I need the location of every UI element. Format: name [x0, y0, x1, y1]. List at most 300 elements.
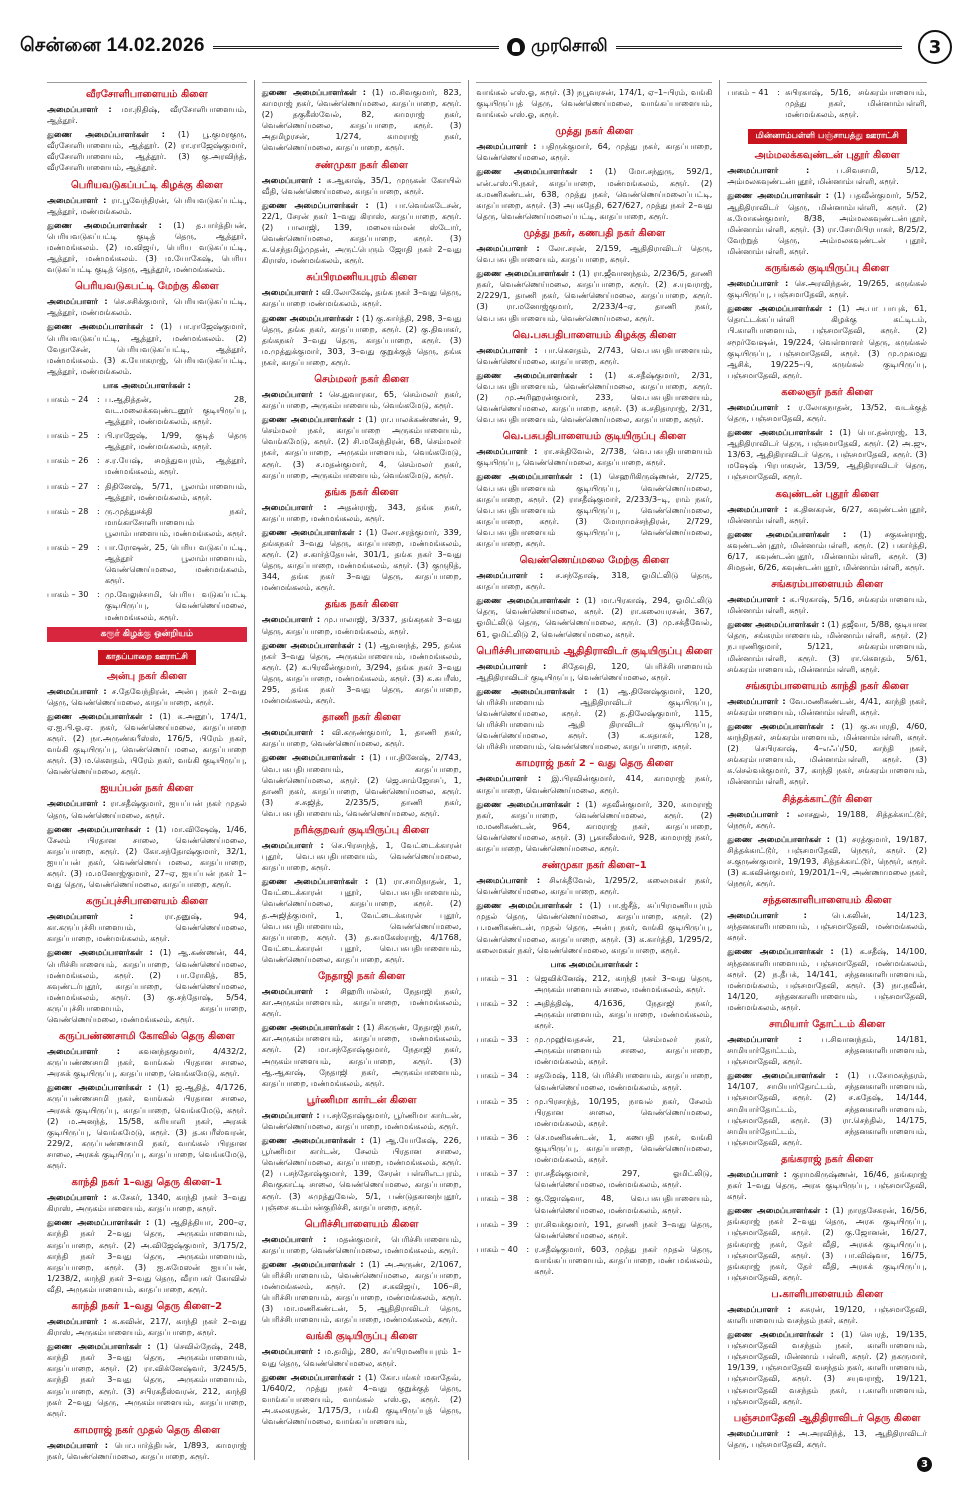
branch-heading: கருப்பண்ணசாமி கோவில் தெரு கிளை — [59, 1031, 235, 1043]
column-top-rule — [476, 82, 712, 83]
part-organiser-text: மு.வேலுச்சாமி, பெரிய வடுகப்பட்டி குடியிருப்பு, வெண்ணெய்மலை, மண்மங்கலம், கரூர். — [105, 589, 247, 622]
part-colon: : — [526, 997, 530, 1008]
part-colon: : — [526, 1070, 530, 1081]
part-organiser-text: ரு.முத்துசக்தி நகர், மாங்காசோளிபாளையம் பூலாம்பாளையம், மண்மங்கலம், கரூர். — [105, 505, 247, 538]
entry-role-label: அமைப்பாளர் : — [476, 344, 538, 355]
branch-heading: வங்கி குடியிருப்பு கிளை — [305, 1331, 418, 1343]
entry-text: ச.தேவேந்திரன், அன்பு நகர் 2–வது தெரு, வெண்ணெய்மலை, காதப்பாறை, கரூர். — [47, 685, 247, 707]
entry-role-label: அமைப்பாளர் : — [47, 1192, 107, 1203]
part-number: பாகம் – 38 — [476, 1193, 518, 1204]
entry-role-label: துணை அமைப்பாளர்கள் : — [261, 876, 369, 887]
entry-role-label: அமைப்பாளர் : — [727, 1427, 791, 1438]
entry-role-label: அமைப்பாளர் : — [261, 174, 322, 185]
organiser-entry — [476, 661, 712, 683]
entry-text: (1) பா.வெங்கடேசன், 22/1, சேரன் நகர் 1–வது கிராஸ், காதப்பாறை, கரூர். (2) பாலாஜி, 139, மலையம்மன் ஸ்டோர், வெண்ணெய்மலை, காதப்பாறை, கரூர். (3) க.செந்தமிழ்முதன், அருட்பெரும் ஜோதி நகர் 2–வது கிராஸ், மண்மங்கலம், கரூர். — [261, 199, 462, 266]
deputy-organisers — [727, 834, 927, 889]
part-organiser-text: அதித்திஷ், 4/1636, நேதாஜி நகர், அருகம்பாளையம், காதப்பாறை, மண்மங்கலம், கரூர். — [534, 997, 713, 1031]
entry-text: (1) பொ.தன்ராஜ், 13, ஆதிதிராவிடர் தெரு, பஞ்சமாதேவி, கரூர். (2) அ.ஜு, 13/63, ஆதிதிராவிடர் தெரு, பஞ்சமாதேவி, கரூர். (3) மஷேஷ் பிரபாகரன், 13/59, ஆதிதிராவிடர் தெரு, பஞ்சமாதேவி, கரூர். — [727, 427, 927, 482]
deputy-organisers — [262, 313, 462, 368]
entry-role-label: அமைப்பாளர் : — [47, 1315, 107, 1326]
part-colon: : — [777, 87, 781, 97]
branch-heading: சங்கரம்பாளையம் காந்தி நகர் கிளை — [745, 680, 909, 692]
deputy-organisers — [476, 471, 712, 549]
entry-role-label: துணை அமைப்பாளர்கள் : — [727, 427, 833, 438]
part-number: பாகம் – 25 — [47, 430, 89, 441]
entry-text: ர.லோகநாதன், 13/52, வடக்குத் தெரு, பஞ்சமாதேவி, கரூர். — [727, 401, 927, 423]
entry-role-label: அமைப்பாளர் : — [47, 1439, 109, 1450]
entry-text: (1) அ.அருண், 2/1067, பெரிச்சிபாளையம், வெண்ணெய்மலை, காதப்பாறை, மண்மங்கலம், கரூர். (2) ச.கவிஜய், 106–சி, பெரிச்சிபாளையம், காதப்பாறை, மண்மங்கலம், கரூர். (3) மா.மணிகண்டன், 5, ஆதிதிராவிடர் தெரு, பெரிச்சிபாளையம், காதப்பாறை, மண்மங்கலம், கரூர். — [261, 1258, 462, 1325]
organiser-entry — [47, 686, 247, 708]
branch-heading: பூர்ணிமா கார்டன் கிளை — [306, 1094, 417, 1106]
organiser-entry — [47, 1440, 247, 1462]
part-organiser-text: சதமேஷ், 118, பெரிச்சிபாளையம், காதப்பாறை, வெண்ணெய்மலை, மண்மங்கலம், கரூர். — [534, 1070, 713, 1092]
entry-role-label: அமைப்பாளர் : — [727, 808, 790, 819]
entry-text: லோ.சரன், 2/159, ஆதிதிராவிடர் தெரு, வெ.பசுபதிபாளையம், காதப்பாறை, கரூர். — [476, 242, 713, 265]
entry-text: (1) மோ.சந்துரு, 592/1, என்.எஸ்.பி.நகர், காதப்பாறை, மண்மங்கலம், கரூர். (2) க.மணிகண்டன், 638, முத்து நகர், வெண்ணெய்மலைப்பட்டி, காதப்பாறை, கரூர். (3) அபசுதேதி, 627/627, முத்து நகர் 2–வது தெரு, வெண்ணெய்மலைப்பட்டி, காதப்பாறை, கரூர். — [476, 166, 713, 221]
article-columns — [40, 80, 934, 1460]
branch-heading: நரிக்குறவர் குடியிருப்பு கிளை — [293, 824, 430, 836]
part-organiser-text: மு.முஹிவதசன், 21, செம்மலர் நகர், அருகம்பாளையம் சாலை, காதப்பாறை, மண்மங்கலம், கரூர். — [534, 1034, 713, 1067]
panchayat-banner — [727, 123, 927, 144]
organiser-entry — [727, 809, 927, 831]
part-organiser-row — [47, 455, 247, 477]
entry-role-label: அமைப்பாளர் : — [261, 727, 325, 738]
deputy-organisers — [727, 1329, 927, 1407]
entry-text: (1) மா.விஷேஷ், 1/46, சேலம் பிரதான சாலை, வெண்ணெய்மலை, காதப்பாறை, கரூர். (2) கோ.சந்தோஷ்குமார், 32/1, ஐயப்பன் நகர், வெண்ணெய் மலை, காதப்பாறை, கரூர். (3) ம.மனோஜ்குமார், 27–ஏ, ஐயப்பன் நகர் 1–வது தெரு, வெண்ணெய்மலை, காதப்பாறை, கரூர். — [47, 823, 247, 890]
branch-heading: காமராஜ் நகர் 2 – வது தெரு கிளை — [515, 758, 674, 770]
entry-text: (1) சதவீன்குமார், 320, காமராஜ் நகர், காதப்பாறை, வெண்ணெய்மலை, கரூர். (2) ம.மணிகண்டன், 964, காமராஜ் நகர், காதப்பாறை, வெண்ணெய்மலை, கரூர். (3) பூகாலீஸ்வர், 928, காமராஜ் நகர், காதப்பாறை, வெண்ணெய்மலை, கரூர். — [476, 798, 713, 853]
entry-role-label: அமைப்பாளர் : — [727, 401, 791, 412]
deputy-organisers — [262, 640, 462, 707]
entry-text: க.பிரகாஷ், 5/16, சங்கரம்பாளையம், மின்னாம்பள்ளி, கரூர். — [727, 594, 927, 616]
branch-heading: வெ.பசுபதிபாளையம் குடியிருப்பு கிளை — [502, 431, 687, 443]
branch-heading: பெரிச்சிபாளையம் கிளை — [304, 1218, 419, 1230]
panchayat-banner-label: மின்னாம்பள்ளி பஞ்சாயத்து ஊராட்சி — [748, 129, 907, 144]
deputy-organisers — [727, 721, 927, 788]
entry-text: (1) சரத்குமார், 19/187, சித்தக்காட்டூர், பஞ்சமாதேவி, நெரூர், கரூர். (2) ச.குருண்குமார், 19/193, சித்தக்காட்டூர், நெரூர், கரூர். (3) க.கவின்குமார், 19/201/1–பி, அண்ணாமலை நகர், நெரூர், கரூர். — [727, 833, 927, 889]
entry-text: (1) தஜீவா, 5/88, குடியான தெரு, சங்கரம்பாளையம், மின்னாம்பள்ளி, கரூர். (2) ந.பரணிகுமார், 5/121, சங்கரம்பாளையம், மின்னாம்பள்ளி, கரூர். (3) ரா.கௌதம், 5/61, சங்கரம்பாளையம், மின்னாம்பள்ளி, கரூர். — [727, 619, 927, 674]
entry-text: (1) க.சதீஷ்குமார், 2/31, வெ.பசுபதிபாளையம், வெண்ணெய்மலை, காதப்பாறை, கரூர். (2) மு.அரிஹரன்குமார், 233, வெ.பசுபதிபாளையம், வெண்ணெய்மலை, காதப்பாறை, கரூர். (3) சு.சதிதாராஜ், 2/31, வெ.பசுபதிபாளையம், வெண்ணெய்மலை, காதப்பாறை, கரூர். — [476, 369, 713, 425]
part-number: பாகம் – 29 — [47, 542, 89, 552]
organiser-entry — [476, 446, 712, 468]
organiser-entry — [262, 1110, 462, 1132]
entry-role-label: துணை அமைப்பாளர்கள் : — [476, 268, 576, 279]
deputy-organisers — [47, 824, 247, 891]
organiser-entry — [262, 287, 462, 309]
entry-role-label: துணை அமைப்பாளர்கள் : — [261, 1371, 362, 1382]
entry-role-label: அமைப்பாளர் : — [261, 501, 327, 512]
part-colon: : — [97, 393, 100, 404]
organiser-entry — [727, 1169, 927, 1202]
entry-role-label: துணை அமைப்பாளர்கள் : — [261, 1022, 360, 1033]
entry-text: (1) ஆ.தினேஷ்குமார், 120, பெரிச்சிபாளையம் ஆதிதிராவிடர் குடியிருப்பு, வெண்ணெய்மலை, கரூர். (2) த.திலேஷ்குமார், 115, பெரிச்சிபாளையம் ஆதி திராவிடர் குடியிருப்பு, வெண்ணெய்மலை, கரூர். (3) க.சுதாகர், 128, பெரிச்சிபாளையம், வெண்ணெய்மலை, காதப்பாறை, கரூர். — [476, 685, 713, 752]
entry-role-label: அமைப்பாளர் : — [47, 685, 107, 696]
organiser-entry — [476, 345, 712, 367]
entry-text: ப.சிவசாமி, 5/12, அம்மலகவுண்டன்புதூர், மின்னாம்பள்ளி, கரூர். — [727, 165, 927, 187]
branch-heading: சங்கரம்பாளையம் கிளை — [771, 579, 884, 591]
column-3 — [468, 80, 719, 1460]
entry-text: சிஹரிபால்கர், நேதாஜி நகர், கா.அருகம்பாளையம், காதப்பாறை, மண்மங்கலம், கரூர். — [261, 986, 462, 1019]
entry-text: ரா.சதீஷ்குமார், ஐயப்பன் நகர் முதல் தெரு, வெண்ணெய்மலை, கரூர். — [47, 798, 247, 820]
part-organiser-text: செ.மணிகண்டன், 1, கணபதி நகர், வங்கி குடியிருப்பு, காதப்பாறை, வெண்ணெய்மலை, மண்மங்கலம், கரூர். — [534, 1131, 713, 1165]
entry-text: ச.சந்தோஷ், 318, ஓமிட்லிடு தெரு, காதப்பாறை, கரூர். — [476, 570, 713, 592]
part-colon: : — [526, 1218, 530, 1229]
branch-heading: ப.காளிபாளையம் கிளை — [771, 1288, 884, 1300]
deputy-organisers — [476, 595, 712, 639]
entry-role-label: அமைப்பாளர் : — [476, 242, 540, 253]
part-colon: : — [526, 972, 530, 983]
entry-text: க.தினகரன், 6/27, கவுண்டன்புதூர், மின்னாம்பள்ளி, கரூர். — [727, 503, 927, 525]
entry-role-label: துணை அமைப்பாளர்கள் : — [47, 219, 162, 230]
entry-role-label: துணை அமைப்பாளர்கள் : — [47, 321, 154, 332]
part-number: பாகம் – 34 — [476, 1070, 518, 1081]
deputy-organisers — [476, 268, 712, 323]
entry-text: (1) ரா.ஜீவானந்தம், 2/236/5, தாணி நகர், வெண்ணெய்மலை, காதப்பாறை, கரூர். (2) ச.யுவராஜ், 2/229/1, தாணி நகர், வெண்ணெய்மலை, காதப்பாறை, கரூர். (3) ரா.மனோஜ்குமார், 2/233/4–ஏ, தாணி நகர், வெ.பசுபதிபாளையம், வெண்ணெய்மலை, கரூர். — [476, 268, 713, 323]
page-number-badge: 3 — [918, 30, 952, 64]
organiser-entry — [476, 243, 712, 265]
branch-heading: வெண்ணெய்மலை மேற்கு கிளை — [519, 555, 670, 567]
branch-heading: அம்மலக்கவுண்டன் புதூர் கிளை — [754, 150, 900, 162]
part-number: பாகம் – 26 — [47, 455, 89, 466]
entry-text: பொ.பார்த்திபன், 1/893, காமராஜ் நகர், வெண்ணெய்மலை, காதப்பாறை, கரூர். — [47, 1439, 247, 1461]
part-organiser-row — [476, 1193, 712, 1215]
entry-role-label: அமைப்பாளர் : — [47, 798, 106, 809]
branch-heading: தங்க நகர் கிளை — [324, 486, 399, 498]
branch-heading: பெரிச்சிபாளையம் ஆதிதிராவிடர் குடியிருப்பு கிளை — [476, 645, 713, 657]
entry-text: செ.அரவிந்தன், 19/265, கருங்கல் குடியிருப்பு, பஞ்சமாதேவி, கரூர். — [727, 278, 927, 300]
entry-text: செ.பிரசாந்த், 1, வேட்டைக்காரன் புதூர், வெ.பசுபதிபாளையம், வெண்ணெய்மலை, காதப்பாறை, கரூர். — [261, 839, 462, 873]
entry-text: ம.தமிழ், 280, சுப்பிரமணியபுரம் 1–வது தெரு, வெண்ணெய்மலை, கரூர். — [261, 1346, 462, 1368]
branch-heading: தங்க நகர் கிளை — [324, 599, 399, 611]
part-organiser-row — [476, 1070, 712, 1092]
entry-text: வி.கருண்குமார், 1, தாணி நகர், காதப்பாறை, வெண்ணெய்மலை, கரூர். — [261, 727, 462, 749]
branch-heading: முத்து நகர் கிளை — [555, 126, 634, 138]
branch-heading: வெ.பசுபதிபாளையம் கிழக்கு கிளை — [512, 329, 677, 341]
part-colon: : — [526, 1131, 530, 1142]
column-2 — [254, 80, 469, 1460]
entry-text: பா.கௌதம், 2/743, வெ.பசுபதிபாளையம், வெண்ணெய்மலை, காதப்பாறை, கரூர். — [476, 344, 713, 366]
part-colon: : — [526, 1193, 530, 1204]
masthead-rule — [213, 46, 499, 49]
organiser-entry — [47, 1192, 247, 1214]
deputy-organisers — [47, 1217, 247, 1295]
entry-role-label: துணை அமைப்பாளர்கள் : — [476, 166, 593, 177]
organiser-entry — [727, 165, 927, 187]
column-top-rule — [727, 82, 927, 83]
entry-role-label: துணை அமைப்பாளர்கள் : — [476, 900, 583, 911]
branch-heading: நேதாஜி நகர் கிளை — [318, 971, 406, 982]
branch-heading: சண்முகா நகர் கிளை–1 — [542, 860, 647, 872]
entry-text: (1) லோ.சரத்குமார், 339, தங்கநகர் 3–வது தெரு, காதப்பாறை, மண்மங்கலம், கரூர். (2) ச.கார்த்தேயன், 301/1, தங்க நகர் 3–வது தெரு, காதப்பாறை, மண்மங்கலம், கரூர். (3) குருநித், 344, தங்க நகர் 3–வது தெரு, காதப்பாறை, மண்மங்கலம், கரூர். — [261, 526, 462, 593]
entry-role-label: அமைப்பாளர் : — [727, 165, 810, 176]
entry-role-label: துணை அமைப்பாளர்கள் : — [476, 369, 593, 380]
branch-heading: சந்தனகாளிபாளையம் கிளை — [762, 895, 892, 907]
organiser-entry — [262, 1346, 462, 1368]
part-organiser-text: பா.ரோஷன், 25, பெரிய வடுகப்பட்டி, ஆத்தூர் பூலாம்பாளையம், வெண்ணெய்மலை, மண்மங்கலம், கரூர். — [105, 542, 247, 586]
part-number: பாகம் – 39 — [476, 1218, 518, 1229]
organiser-entry — [727, 278, 927, 300]
entry-role-label: அமைப்பாளர் : — [727, 594, 786, 605]
entry-text: (1) பா.ஜ்சீத், சுப்பிரமணியபுரம் முதல் தெரு, வெண்ணெய்மலை, காதப்பாறை, கரூர். (2) ப.மணிகண்டன், முதல் தெரு, அன்பு நகர், வங்கி குடியிருப்பு, வெண்ணெய்மலை, காதப்பாறை, கரூர். (3) க.கார்த்தி, 1/295/2, கலைமகள் நகர், வெண்ணெய்மலை, காதப்பாறை, கரூர். — [476, 900, 713, 955]
entry-text: (1) கு.சுபாரதி, 4/60, காந்திநகர், சங்கரம்பாளையம், மின்னாம்பள்ளி, கரூர். (2) செபிரகாஷ், 4–எஃப்/50, காந்தி நகர், சங்கரம்பாளையம், மின்னாம்பள்ளி, கரூர். (3) சு.செல்வக்குமார், 37, காந்தி நகர், சங்கரம்பாளையம், மின்னாம்பள்ளி, கரூர். — [727, 720, 927, 787]
part-colon: : — [97, 455, 100, 466]
entry-text: (1) க.சதீஷ், 14/100, சந்தனகாளிபாளையம், பஞ்சமாதேவி, மண்மங்கலம், கரூர். (2) ந.தீபக், 14/141, சந்தனகாளிபாளையம், மண்மங்கலம், பஞ்சமாதேவி, கரூர். (3) நா.நவீன், 14/120, சந்தனகாளிபாளையம், பஞ்சமாதேவி, மண்மங்கலம், கரூர். — [727, 946, 927, 1012]
entry-role-label: அமைப்பாளர் : — [727, 278, 789, 289]
entry-role-label: துணை அமைப்பாளர்கள் : — [261, 1258, 364, 1269]
part-organiser-text: கு.ஜோஷ்வா, 48, வெ.பசுபதிபாளையம், வெண்ணெய்மலை, மண்மங்கலம், கரூர். — [534, 1193, 713, 1215]
entry-text: மா.நிதிஷ், வீரசோளிபாளையம், ஆத்தூர். — [47, 104, 247, 126]
part-number: பாகம் – 32 — [476, 997, 518, 1008]
part-organiser-row — [727, 87, 927, 120]
part-number: பாகம் – 28 — [47, 505, 89, 516]
entry-role-label: துணை அமைப்பாளர்கள் : — [261, 752, 365, 763]
part-organiser-text: ரா.சிவக்குமார், 191, தாணி நகர் 3–வது தெரு, வெண்ணெய்மலை, கரூர். — [534, 1218, 713, 1240]
part-organiser-row — [47, 430, 247, 452]
entry-text: (1) ஆவனந்த், 295, தங்க நகர் 3–வது தெரு, அருகம்பாளையம், மண்மங்கலம், கரூர். (2) க.பிரவீன்குமார், 3/294, தங்க நகர் 3–வது தெரு, காதப்பாறை, மண்மங்கலம், கரூர். (3) க.சுபரீஸ், 295, தங்க நகர் 3–வது தெரு, காதப்பாறை, மண்மங்கலம், கரூர். — [261, 639, 462, 706]
part-organiser-text: ச.ர.யேஷ், சமத்துவபுரம், ஆத்தூர், மண்மங்கலம், கரூர். — [105, 455, 247, 477]
deputy-organisers — [262, 87, 462, 154]
entry-role-label: துணை அமைப்பாளர்கள் : — [261, 414, 362, 425]
entry-text: (1) பா.தினேஷ், 2/743, வெ.பசுபதிபாளையம், காதப்பாறை, வெண்ணெய்மலை, கரூர். (2) ஜெ.சாம்ஜோசப், 1, தாணி நகர், காதப்பாறை, வெண்ணெய்மலை, கரூர். (3) ச.சுஜித், 2/235/5, தாணி நகர், வெ.பசுபதிபாளையம், வெண்ணெய்மலை, கரூர். — [261, 752, 462, 818]
entry-role-label: துணை அமைப்பாளர்கள் : — [261, 199, 369, 210]
entry-text: (1) ப.சோமசுந்தரம், 14/107, சாமியார்தோட்டம், சந்தனகாளிபாளையம், பஞ்சமாதேவி, கரூர். (2) ச.கதேஷ், 14/144, சாமியார்தோட்டம், சந்தனகாளிபாளையம், பஞ்சமாதேவி, கரூர். (3) ரா.செந்தில், 14/175, சாமியார்தோட்டம், சந்தனகாளிபாளையம், பஞ்சமாதேவி, கரூர். — [727, 1070, 927, 1147]
masthead-title — [507, 36, 608, 58]
organiser-entry — [262, 614, 462, 636]
column-top-rule — [262, 82, 462, 83]
entry-role-label: துணை அமைப்பாளர்கள் : — [47, 1341, 151, 1352]
part-colon: : — [526, 1168, 530, 1179]
entry-role-label: துணை அமைப்பாளர்கள் : — [727, 833, 830, 844]
entry-text: ரா.சக்திவேல், 2/738, வெ.பசுபதிபாளையம் குடியிருப்பு, வெண்ணெய்மலை, காதப்பாறை, கரூர். — [476, 446, 713, 468]
branch-heading: சாமியார் தோட்டம் கிளை — [769, 1019, 886, 1030]
organiser-entry — [262, 175, 462, 197]
deputy-organisers — [262, 414, 462, 481]
deputy-organisers — [262, 1022, 462, 1089]
entry-text: குராமகிருஷ்ணன், 16/46, தங்கராஜ் நகர் 1–வது தெரு, அரசு குடியிருப்பு, பஞ்சமாதேவி, கரூர். — [727, 1168, 927, 1202]
column-top-rule — [47, 82, 247, 83]
organiser-entry — [727, 1428, 927, 1450]
entry-text: (1) ஜ.ஆதித், 4/1726, கருப்பண்ணசாமி நகர், வாங்கல் பிரதான சாலை, அரசுக் குடியிருப்பு, காதப்பாறை, வெங்கமேடு, கரூர். (2) ம.அனந்த், 15/58, கரியாளி நகர், அரசுக் குடியிருப்பு, வெங்கமேடு, கரூர். (3) த.கபரீஸ்வரன், 229/2, கருப்பண்ணசாமி நகர், வாங்கல் பிரதான சாலை, அரசுக் குடியிருப்பு, காதப்பாறை, வெங்கமேடு, கரூர். — [47, 1082, 247, 1171]
part-organiser-row — [476, 1096, 712, 1129]
entry-role-label: துணை அமைப்பாளர்கள் : — [476, 595, 580, 606]
entry-role-label: அமைப்பாளர் : — [261, 1233, 327, 1244]
organiser-entry — [476, 141, 712, 163]
entry-role-label: அமைப்பாளர் : — [261, 1346, 321, 1357]
entry-text: வே.மணிகண்டன், 4/41, காந்தி நகர், சங்கரம்பாளையம், மின்னாம்பள்ளி, கரூர். — [727, 695, 927, 717]
entry-text: (1) பா.ராஜேஷ்குமார், பெரியவடுகப்பட்டி, ஆத்தூர், மண்மங்கலம். (2) வேதாசேன், பெரியவடுகப்பட்டி, ஆத்தூர், மண்மங்கலம். (3) க.யோகராஜ், பெரியவடுகப்பட்டி, ஆத்தூர், மண்மங்கலம். — [47, 321, 247, 376]
part-organiser-row — [47, 481, 247, 503]
entry-text: சு.ஆகாஷ், 35/1, முருகன் கோயில் வீதி, வெண்ணெய்மலை, காதப்பாறை, கரூர். — [261, 174, 462, 196]
entry-text: (1) மா.பிரகாஷ், 294, ஓமிட்லிடு தெரு, வெண்ணெய்மலை, கரூர். (2) ரா.கலையரசன், 367, ஓமிட்லிடு தெரு, வெண்ணெய்மலை, கரூர். (3) மு.சக்தீவேல், 61, ஓமிட்லிடு 2, வெண்ணெய்மலை, கரூர். — [476, 595, 713, 639]
entry-text: செ.சசிக்குமார், பெரியவடுகப்பட்டி, ஆத்தூர், மண்மங்கலம். — [47, 296, 247, 318]
entry-role-label: அமைப்பாளர் : — [47, 911, 134, 922]
part-number: பாகம் – 41 — [727, 87, 769, 97]
entry-role-label: அமைப்பாளர் : — [47, 1046, 120, 1057]
branch-heading: ஐயப்பன் நகர் கிளை — [100, 783, 194, 795]
part-number: பாகம் – 36 — [476, 1131, 518, 1142]
deputy-organisers — [47, 129, 247, 173]
entry-role-label: துணை அமைப்பாளர்கள் : — [727, 1070, 839, 1081]
deputy-organisers — [262, 876, 462, 965]
entry-text: (1) பூ.குமரகுரு, வீரசோளிபாளையம், ஆத்தூர். (2) ரா.ராஜேஷ்குமார், வீரசோளிபாளையம், ஆத்தூர். (3) கு.அரவிந்த், வீரசோளிபாளையம், ஆத்தூர். — [47, 129, 247, 173]
deputy-organisers — [476, 900, 712, 955]
entry-role-label: துணை அமைப்பாளர்கள் : — [727, 190, 829, 201]
part-organiser-text: ரா.சதீஷ்குமார், 297, ஓமிட்லிடு, வெண்ணெய்மலை, மண்மங்கலம், கரூர். — [534, 1168, 713, 1190]
entry-text: சிதேவுதி, 120, பெரிச்சிபாளையம் ஆதிதிராவிடர் குடியிருப்பு, வெண்ணெய்மலை, கரூர். — [476, 660, 713, 682]
entry-role-label: அமைப்பாளர் : — [476, 660, 547, 671]
part-organiser-row — [476, 973, 712, 995]
deputy-organisers — [476, 686, 712, 753]
part-organiser-row — [476, 998, 712, 1031]
deputy-organisers — [727, 1205, 927, 1283]
part-organiser-row — [476, 1244, 712, 1277]
part-number: பாகம் – 31 — [476, 972, 518, 983]
entry-role-label: துணை அமைப்பாளர்கள் : — [476, 685, 588, 696]
deputy-organisers — [476, 166, 712, 221]
entry-role-label: அமைப்பாளர் : — [727, 1034, 802, 1044]
masthead — [20, 30, 952, 64]
branch-heading: கருப்புச்சிபாளையம் கிளை — [85, 896, 208, 908]
organiser-entry — [47, 104, 247, 126]
organiser-entry — [476, 773, 712, 795]
branch-heading: கலைஞர் நகர் கிளை — [781, 386, 874, 398]
entry-role-label: அமைப்பாளர் : — [261, 1109, 320, 1120]
branch-heading: பெரியவடுகபட்டி மேற்கு கிளை — [75, 281, 219, 293]
branch-heading: கவுண்டன் புதூர் கிளை — [775, 488, 879, 500]
entry-role-label: அமைப்பாளர் : — [476, 141, 537, 152]
entry-role-label: அமைப்பாளர் : — [47, 104, 112, 114]
column-4 — [719, 80, 934, 1460]
organiser-entry — [47, 798, 247, 820]
deputy-organisers — [476, 799, 712, 854]
part-organiser-text: திதினேஷ், 5/71, பூலாம்பாளையம், ஆத்தூர், மண்மங்கலம், கரூர். — [105, 480, 247, 502]
entry-text: (1) ஆ.யோகேஷ், 226, பூர்ணிமா கார்டன், சேலம் பிரதான சாலை, வெண்ணெய்மலை, காதப்பாறை, மண்மங்கலம், கரூர். (2) ப.சந்தோஷ்குமார், 139, சேரன் பள்ளிஎடபுரம், சிவகுகாட்டி சாலை, வெண்ணெய்மலை, காதப்பாறை, கரூர். (3) சுமுத்துவேல், 5/1, பண்டுதகானந்புதூர், புஞ்சை கடம்பன்குறிச்சி, காதப்பாறை, கரூர். — [261, 1135, 462, 1212]
part-colon: : — [526, 1034, 530, 1045]
masthead-date: சென்னை 14.02.2026 — [20, 35, 205, 56]
branch-heading: சண்முகா நகர் கிளை — [315, 159, 408, 171]
branch-heading: தாணி நகர் கிளை — [322, 712, 401, 724]
part-organiser-text: சுபிரகாஷ், 5/16, சங்கரம்பாளையம், முத்து நகர், மின்னாம்பள்ளி, மண்மங்கலம், கரூர். — [785, 87, 927, 120]
part-colon: : — [97, 480, 100, 491]
entry-role-label: அமைப்பாளர் : — [476, 875, 541, 886]
entry-text: சு.சேகர், 1340, காந்தி நகர் 3–வது கிராஸ், அருகம்பாளையம், காதப்பாறை, கரூர். — [47, 1192, 247, 1214]
entry-role-label: அமைப்பாளர் : — [727, 503, 788, 514]
column-1 — [40, 80, 254, 1460]
part-organiser-text: ப.ஆதித்தன், 28, வட.மலைக்கவுண்டனூர் குடியிருப்பு, ஆத்தூர், மண்மங்கலம், கரூர். — [105, 393, 247, 427]
part-organiser-row — [47, 589, 247, 622]
entry-role-label: துணை அமைப்பாளர்கள் : — [727, 720, 835, 731]
deputy-organisers — [262, 752, 462, 819]
part-organiser-text: ர.சதீஷ்குமார், 603, முத்து நகர் முதல் தெரு, வாங்கப்பாளையம், காதப்பாறை, மண் மங்கலம், கரூர். — [534, 1243, 713, 1276]
entry-text: (1) த.பார்த்திபன், பெரியவடுகப்பட்டி குடித் தெரு, ஆத்தூர், மண்மங்கலம். (2) ம.விஜய், பெரிய வடுகப்பட்டி, ஆத்தூர், மண்மங்கலம். (3) ம.யோகேஷ், பெரிய வடுகப்பட்டி குடித் தெரு, ஆத்தூர், மண்மங்கலம். — [47, 219, 247, 275]
part-number: பாகம் – 27 — [47, 480, 89, 491]
deputy-organisers — [727, 427, 927, 482]
entry-role-label: துணை அமைப்பாளர்கள் : — [261, 312, 360, 323]
part-number: பாகம் – 33 — [476, 1034, 518, 1045]
deputy-organisers — [47, 1341, 247, 1419]
part-number: பாகம் – 37 — [476, 1168, 518, 1179]
part-colon: : — [97, 589, 100, 600]
organiser-entry — [727, 504, 927, 526]
entry-text: (1) செஹரிகிருஷ்ணன், 2/725, வெ.பசுபதிபாளையம் குடியிருப்பு, வெண்ணெய்மலை, காதப்பாறை, கரூர். (2) ராசதீஷ்குமார், 2/233/3–டி, ராம் நகர், வெ.பசுபதிபாளையம் குடியிருப்பு, வெண்ணெய்மலை, காதப்பாறை, கரூர். (3) மோராமச்சந்திரன், 2/729, வெ.பசுபதிபாளையம் குடியிருப்பு, வெண்ணெய்மலை, காதப்பாறை, கரூர். — [476, 471, 713, 548]
entry-text: அதன்ராஜ், 343, தங்க நகர், காதப்பாறை, மண்மங்கலம், கரூர். — [261, 501, 462, 523]
entry-role-label: துணை அமைப்பாளர்கள் : — [727, 1205, 828, 1216]
entry-text: ரா.தனுஷ், 94, கா.கருப்புச்சிபாளையம், வெண்ணெய்மலை, காதப்பாறை, மண்மங்கலம், கரூர். — [47, 911, 247, 944]
entry-text: (1) பதவீன்குமார், 5/52, ஆதிதிராவிடர் தெரு, மின்னாம்பள்ளி, கரூர். (2) க.மோகன்குமார், 8/38, அம்மலகவுண்டன்புதூர், மின்னாம்பள்ளி, கரூர். (3) ரா.சோமிபிரபாகர், 8/25/2, வேற்றுத் தெரு, அம்மலகவுண்டன் புதூர், மின்னாம்பள்ளி, கரூர். — [727, 190, 927, 256]
entry-role-label: துணை அமைப்பாளர்கள் : — [261, 526, 362, 537]
organiser-entry — [727, 1304, 927, 1326]
entry-text: (1) சிகருண், நேதாஜி நகர், கா.அருகம்பாளையம், காதப்பாறை, மண்மங்கலம், கரூர். (2) மா.சந்தோஷ்குமார், நேதாஜி நகர், அருகம்பாளையம், காதப்பாறை, கரூர். (3) ஆ.ஆகாஷ், நேதாஜி நகர், அருகம்பாளையம், காதப்பாறை, மண்மங்கலம், கரூர். — [261, 1022, 462, 1088]
organiser-entry — [47, 911, 247, 944]
deputy-organisers — [727, 1070, 927, 1148]
organiser-entry — [476, 87, 712, 120]
deputy-organisers — [262, 1372, 462, 1427]
organiser-entry — [47, 1316, 247, 1338]
organiser-entry — [727, 1034, 927, 1067]
entry-role-label: துணை அமைப்பாளர்கள் : — [261, 1135, 365, 1146]
part-organiser-row — [47, 542, 247, 586]
entry-role-label: அமைப்பாளர் : — [727, 910, 807, 921]
entry-text: அ.அரவிந்த், 13, ஆதிதிராவிடர் தெரு, பஞ்சமாதேவி, கரூர். — [727, 1427, 927, 1449]
deputy-organisers — [47, 1082, 247, 1171]
deputy-organisers — [47, 711, 247, 778]
deputy-organisers — [47, 947, 247, 1025]
panchayat-banner-label: காதப்பாறை ஊராட்சி — [98, 650, 196, 665]
organiser-entry — [727, 696, 927, 718]
deputy-organisers — [727, 529, 927, 573]
entry-role-label: அமைப்பாளர் : — [47, 296, 108, 307]
deputy-organisers — [47, 220, 247, 275]
part-organiser-row — [476, 1219, 712, 1241]
organiser-entry — [727, 594, 927, 616]
branch-heading: பெரியவடுகப்பட்டி கிழக்கு கிளை — [70, 179, 223, 191]
entry-role-label: அமைப்பாளர் : — [476, 773, 542, 784]
entry-text: (1) செபரத், 19/135, பஞ்சமாதேவி வசந்தம் நகர், காளிபாளையம், பஞ்சமாதேவி, மின்னாம் பள்ளி, கரூர். (2) நகருமார், 19/139, பஞ்சமாதேவி வசந்தம் நகர், காளிபாளையம், பஞ்சமாதேவி, கரூர். (3) சயுவராஜ், 19/121, பஞ்சமாதேவி வசந்தம் நகர், ப.காளிபாளையம், பஞ்சமாதேவி, கரூர். — [727, 1329, 927, 1406]
part-organiser-row — [476, 1168, 712, 1190]
part-number: பாகம் – 40 — [476, 1243, 518, 1254]
part-number: பாகம் – 24 — [47, 393, 89, 404]
entry-role-label: அமைப்பாளர் : — [261, 614, 321, 625]
entry-text: க.கவின், 217/, காந்தி நகர் 2–வது கிராஸ், அருகம்பாளையம், காதப்பாறை, கரூர். — [47, 1315, 247, 1338]
entry-role-label: துணை அமைப்பாளர்கள் : — [47, 710, 153, 721]
entry-role-label: அமைப்பாளர் : — [727, 1168, 787, 1179]
branch-heading: அன்பு நகர் கிளை — [106, 670, 187, 682]
part-organiser-text: ஜெவிக்னேஷ், 212, காந்தி நகர் 3–வது தெரு, அருகம்பாளையம் சாலை, மண்மங்கலம், கரூர். — [534, 972, 713, 994]
parts-subheading: பாக அமைப்பாளர்கள் : — [102, 379, 191, 390]
entry-text: (1) செவில்நேஷ், 248, காந்தி நகர் 3–வது தெரு, அருகம்பாளையம், காதப்பாறை, கரூர். (2) ரா.விக்னேஷ்வர், 3/245/5, காந்தி நகர் 3–வது தெரு, அருகம்பாளையம், காதப்பாறை, கரூர். (3) சபிரகதீஸ்வரன், 212, காந்தி நகர் 2–வது தெரு, அருகம்பாளையம், காதப்பாறை, கரூர். — [47, 1341, 247, 1418]
entry-text: (1) க.அனூப், 174/1, ஏ.ஐ.பி.ஓ.ஏ. நகர், வெண்ணெய்மலை, காதப்பாறை கரூர். (2) நா.அருண்கபீஸ்ஸ், 176/5, பிரேம் நகர், வங்கி குடியிருப்பு, வெண்ணெய் மலை, காதப்பாறை கரூர். (3) ம.கௌதம், பிரேம் நகர், வங்கி குடியிருப்பு, வெண்ணெய்மலை, கரூர். — [47, 710, 247, 777]
parts-subheading: பாக அமைப்பாளர்கள் : — [550, 958, 639, 969]
entry-text: (1) சகுகன்ராஜ், கவுண்டன்புதூர், மின்னாம்பள்ளி, கரூர். (2) பகார்த்தி, 6/17, கவுண்டன்புதூர், மின்னாம்பள்ளி, கரூர். (3) சிமதன், 6/26, கவுண்டன்புதூர், மின்னாம்பள்ளி, கரூர். — [727, 528, 927, 572]
entry-text: (1) ரா.பாலக்கண்ணன், 9, செம்மலர் நகர், காதப்பாறை அருகம்பாளையம், வெங்கமேடு, கரூர். (2) சி.மகேந்திரன், 68, செம்மலர் நகர், காதப்பாறை, அருகம்பாளையம், வெங்கமேடு, கரூர். (3) ச.மதன்குமார், 4, செம்மலர் நகர், காதப்பாறை, அருகம்பாளையம், வெங்கமேடு, கரூர். — [261, 414, 462, 480]
entry-role-label: துணை அமைப்பாளர்கள் : — [47, 1082, 152, 1093]
branch-heading: சித்தக்காட்டூர் கிளை — [782, 793, 873, 805]
part-colon: : — [97, 542, 100, 552]
deputy-organisers — [262, 200, 462, 267]
entry-text: செ.துவாரகா, 65, செம்மலர் நகர், காதப்பாறை, அருகம்பாளையம், வெங்கமேடு, கரூர். — [261, 388, 462, 411]
entry-role-label: துணை அமைப்பாளர்கள் : — [476, 471, 583, 482]
entry-text: (1) நாரதசேகரன், 16/56, தங்கராஜ் நகர் 2–வது தெரு, அரசு குடியிருப்பு, பஞ்சமாதேவி, கரூர். (2) கு.ஜோனன், 16/27, தங்கராஜ் நகர், தேர் வீதி, அரசுக் குடியிருப்பு, பஞ்சமாதேவி, கரூர். (3) பா.விஷ்வா, 16/75, தங்கராஜ் நகர், தேர் வீதி, அரசுக் குடியிருப்பு, பஞ்சமாதேவி, கரூர். — [727, 1205, 927, 1282]
deputy-organisers — [262, 1135, 462, 1213]
entry-text: (1) ம.சிவகுமார், 823, காமராஜ் நகர், வெண்ணெய்மலை, காதப்பாறை, கரூர். (2) தகுகீஸ்வேல், 82, காமராஜ் நகர், வெண்ணெய்மலை, காதப்பாறை, கரூர். (3) அதமிழரசன், 1/274, காமராஜ் நகர், வெண்ணெய்மலை, காதப்பாறை, கரூர். — [261, 87, 462, 153]
part-organiser-row — [47, 394, 247, 427]
branch-heading: காந்தி நகர் 1–வது தெரு கிளை–1 — [71, 1177, 223, 1189]
entry-text: (1) அ.பா பாபுக், 61, தொட்டக்கப்பள்ளி கிழக்கு கட்டிடம், பி.காளிபாளையம், பஞ்சமாதேவி, கரூர். (2) சமூர்வேஷன், 19/224, வெள்ளாளர் தெரு, கருங்கல் குடியிருப்பு, பஞ்சமாதேவி, கரூர். (3) மு.முகமது ஆசிக், 19/225–பி, கருங்கல் குடியிருப்பு, பஞ்சமாதேவி, கரூர். — [727, 303, 927, 380]
part-organiser-row — [47, 506, 247, 539]
entry-role-label: அமைப்பாளர் : — [47, 194, 107, 205]
entry-text: (1) ஆதித்தியா, 200–ஏ, காந்தி நகர் 2–வது தெரு, அருகம்பாளையம், காதப்பாறை, கரூர். (2) அ.விஜேஷ்குமார், 3/175/2, காந்தி நகர் 3–வது தெரு, அருகம்பாளையம், காதப்பாறை, கரூர். (3) ஐ.சுமேஸன் ஐயப்பன், 1/238/2, காந்தி நகர் 3–வது தெரு, வீராபகர் கோவில் வீதி, அருகம்பாளையம், காதப்பாறை, கரூர். — [47, 1217, 247, 1294]
part-colon: : — [97, 505, 100, 516]
